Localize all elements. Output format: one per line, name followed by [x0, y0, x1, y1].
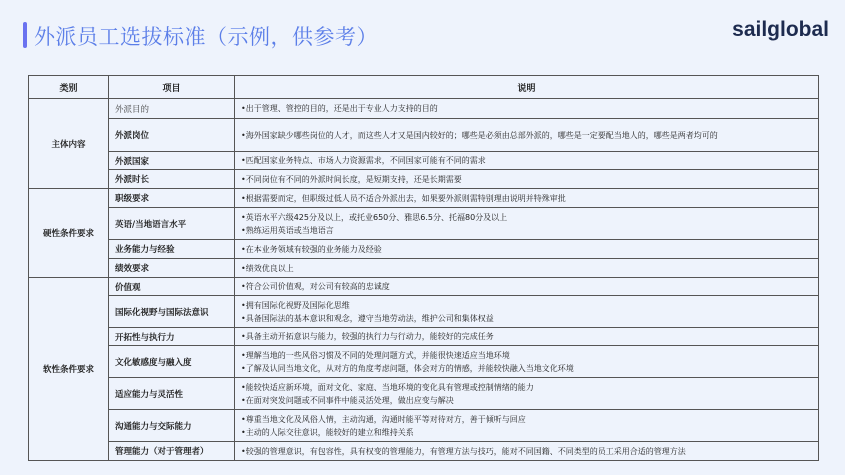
table-row [29, 99, 819, 119]
item-cell: 绩效要求 [109, 259, 235, 278]
table-row [29, 259, 819, 278]
description-line: •在面对突发问题或不同事件中能灵活处理，做出应变与解决 [241, 395, 454, 405]
description-cell [235, 442, 819, 461]
description-line: •较强的管理意识，有包容性，具有权变的管理能力，有管理方法与技巧，能对不同国籍、不同类型的员工采用合适的管理方法 [241, 446, 686, 456]
item-cell: 国际化视野与国际法意识 [109, 296, 235, 328]
description-line: •匹配国家业务特点、市场人力资源需求，不同国家可能有不同的需求 [241, 156, 486, 165]
description-cell [235, 259, 819, 278]
description-cell [235, 170, 819, 189]
description-line: •主动的人际交往意识，能较好的建立和维持关系 [241, 427, 414, 437]
description-cell [235, 240, 819, 259]
item-cell: 价值观 [109, 278, 235, 296]
category-cell: 软性条件要求 [29, 278, 109, 461]
column-header-category: 类别 [29, 76, 109, 99]
description-cell [235, 296, 819, 328]
column-header-item: 项目 [109, 76, 235, 99]
item-cell: 文化敏感度与融入度 [109, 346, 235, 378]
table-row [29, 328, 819, 346]
table-row [29, 410, 819, 442]
item-cell: 英语/当地语言水平 [109, 208, 235, 240]
table-row [29, 170, 819, 189]
table-row [29, 378, 819, 410]
description-line: •尊重当地文化及风俗人情，主动沟通，沟通时能平等对待对方，善于倾听与回应 [241, 414, 526, 424]
item-cell: 外派目的 [109, 99, 235, 119]
description-line: •出于管理、管控的目的，还是出于专业人力支持的目的 [241, 104, 438, 113]
category-cell: 硬性条件要求 [29, 189, 109, 278]
sailglobal-logo: sailglobal [732, 18, 829, 41]
item-cell: 外派时长 [109, 170, 235, 189]
description-line: •具备主动开拓意识与能力，较强的执行力与行动力，能较好的完成任务 [241, 332, 494, 341]
description-line: •理解当地的一些风俗习惯及不同的处理问题方式，并能很快速适应当地环境 [241, 350, 510, 360]
description-line: •符合公司价值观，对公司有较高的忠诚度 [241, 282, 390, 291]
description-line: •绩效优良以上 [241, 263, 294, 273]
page-title: 外派员工选拔标准（示例，供参考） [34, 25, 378, 49]
description-line: •具备国际法的基本意识和观念，遵守当地劳动法，维护公司和集体权益 [241, 313, 494, 323]
table-row [29, 346, 819, 378]
description-line: •海外国家缺少哪些岗位的人才，而这些人才又是国内较好的；哪些是必须由总部外派的，哪些是一定要配当地人的，哪些是两者均可的 [241, 130, 718, 140]
description-line: •英语水平六级425分及以上，或托业650分、雅思6.5分、托福80分及以上 [241, 212, 508, 222]
description-line: •拥有国际化视野及国际化思维 [241, 300, 350, 310]
item-cell: 管理能力（对于管理者） [109, 442, 235, 461]
description-cell [235, 119, 819, 152]
description-cell [235, 410, 819, 442]
table-row [29, 189, 819, 208]
description-cell [235, 208, 819, 240]
description-line: •在本业务领域有较强的业务能力及经验 [241, 244, 382, 254]
table-row [29, 240, 819, 259]
table-row [29, 119, 819, 152]
table-row [29, 208, 819, 240]
description-cell [235, 278, 819, 296]
title-accent-bar [23, 22, 27, 48]
table-row [29, 296, 819, 328]
column-header-description: 说明 [235, 76, 819, 99]
description-line: •能较快适应新环境，面对文化、家庭、当地环境的变化具有管理或控制情绪的能力 [241, 382, 534, 392]
description-cell [235, 378, 819, 410]
description-line: •不同岗位有不同的外派时间长度，是短期支持，还是长期需要 [241, 174, 462, 184]
item-cell: 适应能力与灵活性 [109, 378, 235, 410]
selection-criteria-table [28, 75, 819, 461]
table-row [29, 442, 819, 461]
item-cell: 开拓性与执行力 [109, 328, 235, 346]
description-cell [235, 189, 819, 208]
item-cell: 沟通能力与交际能力 [109, 410, 235, 442]
description-line: •根据需要而定，但职级过低人员不适合外派出去，如果要外派则需特别理由说明并特殊审批 [241, 193, 566, 203]
table-row [29, 152, 819, 170]
description-line: •熟练运用英语或当地语言 [241, 225, 334, 235]
description-cell [235, 328, 819, 346]
description-cell [235, 346, 819, 378]
description-line: •了解及认同当地文化，从对方的角度考虑问题，体会对方的情感，并能较快融入当地文化环境 [241, 363, 574, 373]
table-row [29, 278, 819, 296]
item-cell: 外派国家 [109, 152, 235, 170]
item-cell: 外派岗位 [109, 119, 235, 152]
item-cell: 职级要求 [109, 189, 235, 208]
description-cell [235, 152, 819, 170]
item-cell: 业务能力与经验 [109, 240, 235, 259]
category-cell: 主体内容 [29, 99, 109, 189]
description-cell [235, 99, 819, 119]
